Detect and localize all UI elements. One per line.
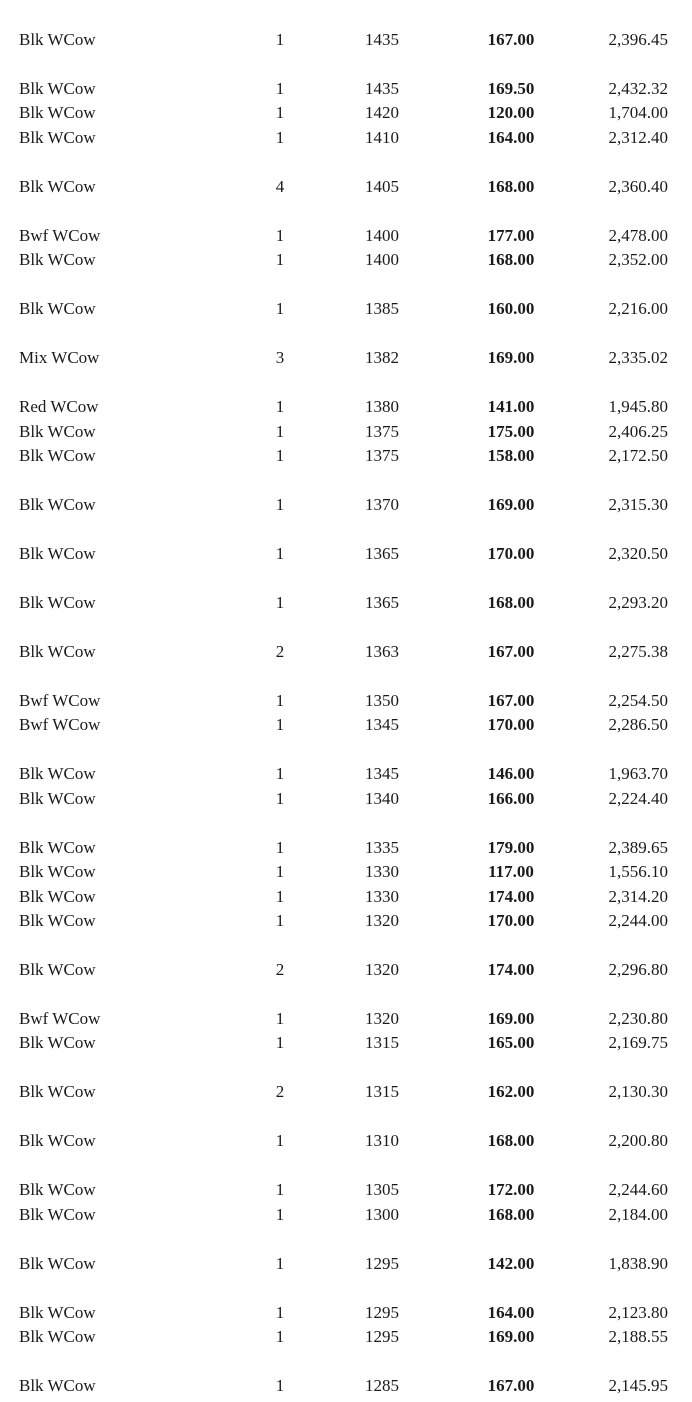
cattle-description: Blk WCow: [19, 788, 96, 808]
amount-per-head: 2,396.45: [608, 30, 668, 49]
price-per-cwt: 175.00: [487, 421, 535, 441]
average-weight: 1305: [365, 1180, 399, 1200]
cattle-description: Blk WCow: [19, 421, 96, 441]
cattle-description: Blk WCow: [19, 1033, 96, 1053]
cattle-description: Blk WCow: [19, 127, 96, 147]
cattle-description: Blk WCow: [19, 1131, 96, 1151]
price-per-cwt: 172.00: [487, 1180, 535, 1200]
sale-row: [0, 444, 692, 468]
sale-row: [0, 958, 692, 982]
price-per-cwt: 167.00: [487, 1376, 535, 1396]
head-count: 1: [275, 788, 285, 808]
cattle-description: Blk WCow: [19, 642, 96, 661]
head-count: 2: [275, 1082, 285, 1102]
price-per-cwt: 168.00: [487, 250, 535, 270]
price-per-cwt: 146.00: [487, 764, 535, 784]
average-weight: 1405: [365, 176, 399, 196]
head-count: 1: [275, 446, 285, 465]
price-per-cwt: 170.00: [487, 911, 535, 930]
cattle-description: Blk WCow: [19, 764, 96, 784]
average-weight: 1315: [365, 1033, 399, 1053]
average-weight: 1310: [365, 1131, 399, 1151]
cattle-description: Blk WCow: [19, 1204, 96, 1224]
amount-per-head: 2,315.30: [608, 495, 668, 514]
head-count: 1: [275, 225, 285, 245]
price-per-cwt: 158.00: [487, 446, 535, 465]
cattle-description: Bwf WCow: [19, 225, 101, 245]
head-count: 1: [275, 764, 285, 784]
sale-row: [0, 1080, 692, 1104]
cattle-description: Blk WCow: [19, 250, 96, 270]
cattle-description: Mix WCow: [19, 348, 100, 368]
head-count: 1: [275, 1180, 285, 1200]
price-per-cwt: 117.00: [488, 862, 534, 882]
head-count: 1: [275, 1302, 285, 1322]
cattle-description: Blk WCow: [19, 79, 96, 98]
average-weight: 1375: [365, 421, 399, 441]
amount-per-head: 2,320.50: [608, 544, 668, 563]
price-per-cwt: 168.00: [487, 1204, 535, 1224]
amount-per-head: 2,230.80: [608, 1009, 668, 1028]
amount-per-head: 2,312.40: [608, 127, 668, 147]
amount-per-head: 2,293.20: [608, 593, 668, 612]
sale-row: [0, 713, 692, 737]
sale-row: [0, 420, 692, 444]
sale-row: [0, 1203, 692, 1227]
price-per-cwt: 142.00: [487, 1253, 535, 1273]
sale-row: [0, 885, 692, 909]
cattle-description: Bwf WCow: [19, 1009, 101, 1028]
cattle-description: Blk WCow: [19, 593, 96, 612]
cattle-description: Blk WCow: [19, 446, 96, 465]
head-count: 1: [275, 886, 285, 906]
average-weight: 1335: [365, 837, 399, 857]
head-count: 1: [275, 593, 285, 612]
head-count: 1: [275, 30, 285, 49]
head-count: 3: [275, 348, 285, 368]
amount-per-head: 2,184.00: [608, 1204, 668, 1224]
sale-row: [0, 224, 692, 248]
cattle-description: Blk WCow: [19, 960, 96, 979]
cattle-description: Blk WCow: [19, 837, 96, 857]
average-weight: 1320: [365, 911, 399, 930]
amount-per-head: 2,169.75: [608, 1033, 668, 1053]
cattle-description: Blk WCow: [19, 1376, 96, 1396]
price-per-cwt: 174.00: [487, 960, 535, 979]
price-per-cwt: 174.00: [487, 886, 535, 906]
sale-row: [0, 77, 692, 101]
amount-per-head: 2,123.80: [608, 1302, 668, 1322]
head-count: 1: [275, 1033, 285, 1053]
head-count: 1: [275, 1204, 285, 1224]
head-count: 1: [275, 1327, 285, 1347]
sale-row: [0, 787, 692, 811]
price-per-cwt: 177.00: [487, 225, 535, 245]
average-weight: 1375: [365, 446, 399, 465]
head-count: 1: [275, 544, 285, 563]
amount-per-head: 2,254.50: [608, 691, 668, 710]
sale-row: [0, 836, 692, 860]
sale-row: [0, 1252, 692, 1276]
sale-row: [0, 1178, 692, 1202]
amount-per-head: 1,704.00: [608, 103, 668, 123]
amount-per-head: 2,286.50: [608, 715, 668, 735]
head-count: 1: [275, 691, 285, 710]
head-count: 1: [275, 911, 285, 930]
average-weight: 1382: [365, 348, 399, 368]
head-count: 1: [275, 1131, 285, 1151]
cattle-description: Blk WCow: [19, 30, 96, 49]
head-count: 1: [275, 1253, 285, 1273]
sale-row: [0, 101, 692, 125]
price-per-cwt: 168.00: [487, 593, 535, 612]
price-per-cwt: 164.00: [487, 127, 535, 147]
cattle-description: Blk WCow: [19, 886, 96, 906]
sale-row: [0, 395, 692, 419]
price-per-cwt: 162.00: [487, 1082, 535, 1102]
amount-per-head: 2,478.00: [608, 225, 668, 245]
sale-row: [0, 28, 692, 52]
cattle-description: Blk WCow: [19, 1082, 96, 1102]
amount-per-head: 1,945.80: [608, 397, 668, 417]
average-weight: 1435: [365, 30, 399, 49]
sale-row: [0, 175, 692, 199]
sale-row: [0, 297, 692, 321]
amount-per-head: 2,314.20: [608, 886, 668, 906]
average-weight: 1435: [365, 79, 399, 98]
head-count: 1: [275, 862, 285, 882]
average-weight: 1385: [365, 299, 399, 319]
cattle-description: Blk WCow: [19, 1327, 96, 1347]
head-count: 1: [275, 495, 285, 514]
average-weight: 1400: [365, 225, 399, 245]
average-weight: 1370: [365, 495, 399, 514]
price-per-cwt: 166.00: [487, 788, 535, 808]
average-weight: 1330: [365, 886, 399, 906]
amount-per-head: 1,963.70: [608, 764, 668, 784]
cattle-description: Blk WCow: [19, 495, 96, 514]
average-weight: 1330: [365, 862, 399, 882]
sale-row: [0, 689, 692, 713]
average-weight: 1295: [365, 1327, 399, 1347]
average-weight: 1345: [365, 715, 399, 735]
sale-row: [0, 126, 692, 150]
cattle-description: Blk WCow: [19, 911, 96, 930]
average-weight: 1420: [365, 103, 399, 123]
sale-row: [0, 1374, 692, 1398]
sale-row: [0, 909, 692, 933]
average-weight: 1363: [365, 642, 399, 661]
cattle-description: Bwf WCow: [19, 691, 101, 710]
sale-row: [0, 1007, 692, 1031]
price-per-cwt: 169.00: [487, 1009, 535, 1028]
head-count: 1: [275, 127, 285, 147]
average-weight: 1295: [365, 1253, 399, 1273]
sale-row: [0, 1301, 692, 1325]
amount-per-head: 2,216.00: [608, 299, 668, 319]
cattle-description: Blk WCow: [19, 1253, 96, 1273]
amount-per-head: 2,188.55: [608, 1327, 668, 1347]
head-count: 2: [275, 642, 285, 661]
price-per-cwt: 165.00: [487, 1033, 535, 1053]
cattle-description: Blk WCow: [19, 544, 96, 563]
price-per-cwt: 169.00: [487, 495, 535, 514]
average-weight: 1315: [365, 1082, 399, 1102]
head-count: 1: [275, 1376, 285, 1396]
average-weight: 1285: [365, 1376, 399, 1396]
sale-row: [0, 1129, 692, 1153]
sale-row: [0, 860, 692, 884]
average-weight: 1300: [365, 1204, 399, 1224]
cattle-description: Blk WCow: [19, 103, 96, 123]
average-weight: 1345: [365, 764, 399, 784]
sale-row: [0, 640, 692, 664]
average-weight: 1410: [365, 127, 399, 147]
amount-per-head: 2,296.80: [608, 960, 668, 979]
amount-per-head: 2,244.60: [608, 1180, 668, 1200]
price-per-cwt: 179.00: [487, 837, 535, 857]
amount-per-head: 2,389.65: [608, 837, 668, 857]
average-weight: 1320: [365, 960, 399, 979]
sale-row: [0, 762, 692, 786]
cattle-description: Blk WCow: [19, 1302, 96, 1322]
sale-row: [0, 1031, 692, 1055]
cattle-description: Blk WCow: [19, 299, 96, 319]
amount-per-head: 1,556.10: [608, 862, 668, 882]
price-per-cwt: 168.00: [487, 1131, 535, 1151]
price-per-cwt: 167.00: [487, 642, 535, 661]
average-weight: 1380: [365, 397, 399, 417]
amount-per-head: 2,360.40: [608, 176, 668, 196]
cattle-description: Red WCow: [19, 397, 99, 417]
amount-per-head: 2,130.30: [608, 1082, 668, 1102]
average-weight: 1295: [365, 1302, 399, 1322]
average-weight: 1320: [365, 1009, 399, 1028]
price-per-cwt: 164.00: [487, 1302, 535, 1322]
average-weight: 1365: [365, 544, 399, 563]
amount-per-head: 2,200.80: [608, 1131, 668, 1151]
amount-per-head: 2,224.40: [608, 788, 668, 808]
head-count: 1: [275, 79, 285, 98]
price-per-cwt: 169.00: [487, 1327, 535, 1347]
sale-row: [0, 1325, 692, 1349]
price-per-cwt: 141.00: [487, 397, 535, 417]
price-per-cwt: 170.00: [487, 544, 535, 563]
average-weight: 1365: [365, 593, 399, 612]
amount-per-head: 2,244.00: [608, 911, 668, 930]
sale-row: [0, 248, 692, 272]
amount-per-head: 2,145.95: [608, 1376, 668, 1396]
price-per-cwt: 160.00: [487, 299, 535, 319]
head-count: 1: [275, 250, 285, 270]
amount-per-head: 2,432.32: [608, 79, 668, 98]
price-per-cwt: 169.50: [487, 79, 535, 98]
price-per-cwt: 168.00: [487, 176, 535, 196]
cattle-description: Blk WCow: [19, 1180, 96, 1200]
head-count: 1: [275, 1009, 285, 1028]
head-count: 1: [275, 715, 285, 735]
price-per-cwt: 169.00: [487, 348, 535, 368]
head-count: 1: [275, 299, 285, 319]
average-weight: 1400: [365, 250, 399, 270]
average-weight: 1340: [365, 788, 399, 808]
cattle-description: Blk WCow: [19, 862, 96, 882]
head-count: 1: [275, 103, 285, 123]
amount-per-head: 2,352.00: [608, 250, 668, 270]
amount-per-head: 2,275.38: [608, 642, 668, 661]
amount-per-head: 2,406.25: [608, 421, 668, 441]
sale-row: [0, 346, 692, 370]
amount-per-head: 1,838.90: [608, 1253, 668, 1273]
head-count: 4: [275, 176, 285, 196]
head-count: 2: [275, 960, 285, 979]
head-count: 1: [275, 837, 285, 857]
amount-per-head: 2,335.02: [608, 348, 668, 368]
sale-row: [0, 591, 692, 615]
average-weight: 1350: [365, 691, 399, 710]
price-per-cwt: 170.00: [487, 715, 535, 735]
cattle-description: Blk WCow: [19, 176, 96, 196]
price-per-cwt: 167.00: [487, 30, 535, 49]
price-per-cwt: 120.00: [487, 103, 535, 123]
amount-per-head: 2,172.50: [608, 446, 668, 465]
head-count: 1: [275, 421, 285, 441]
sale-row: [0, 542, 692, 566]
sale-row: [0, 493, 692, 517]
head-count: 1: [275, 397, 285, 417]
price-per-cwt: 167.00: [487, 691, 535, 710]
cattle-description: Bwf WCow: [19, 715, 101, 735]
